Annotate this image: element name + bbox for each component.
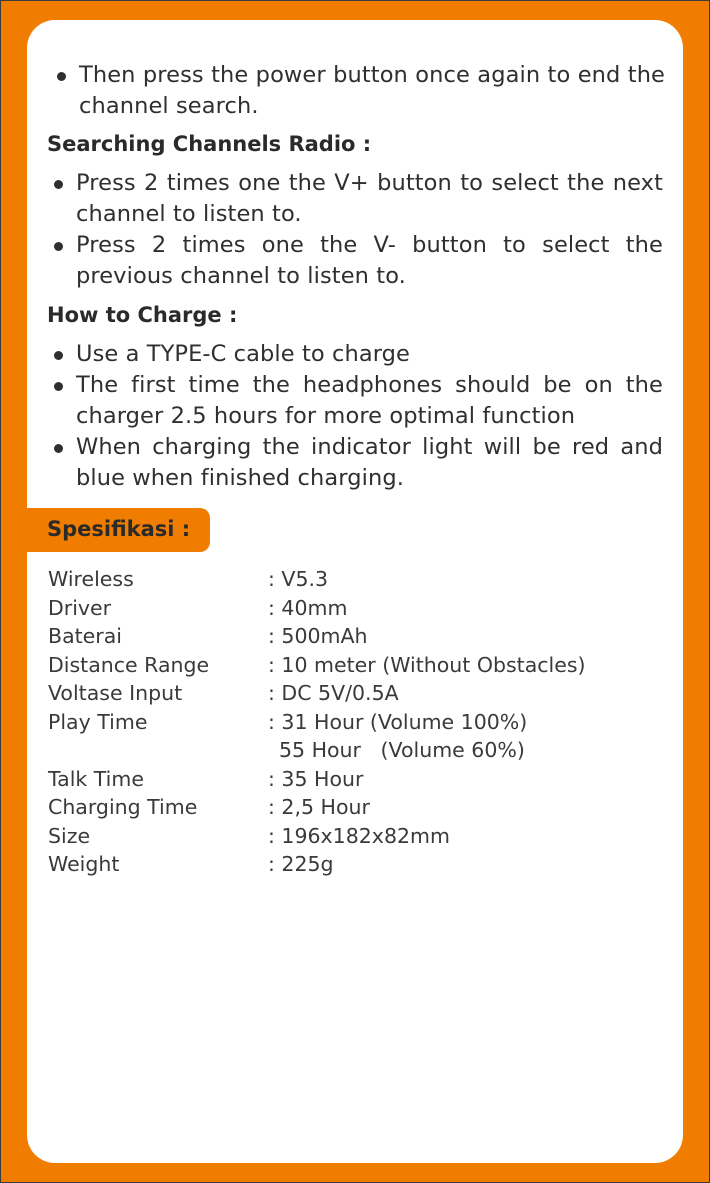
- spec-value: : 500mAh: [268, 624, 368, 648]
- list-item: [76, 230, 663, 292]
- spec-row-wireless: [48, 565, 658, 594]
- spec-row-driver: [48, 594, 658, 623]
- spec-label: Weight: [48, 852, 120, 876]
- spec-heading-tab: [27, 508, 210, 552]
- spec-value: : 196x182x82mm: [268, 823, 450, 848]
- bullet-dot-icon: [54, 242, 63, 251]
- spec-value: : 31 Hour (Volume 100%): [268, 709, 528, 734]
- instruction-card: [27, 20, 683, 1163]
- searching-section: [27, 168, 683, 292]
- list-item: [76, 432, 663, 494]
- spec-value: : 10 meter (Without Obstacles): [268, 652, 586, 677]
- spec-label: Driver: [48, 595, 112, 620]
- spec-value: : 225g: [268, 852, 334, 876]
- spec-value: : DC 5V/0.5A: [268, 681, 399, 705]
- charge-heading: How to Charge :: [47, 303, 238, 327]
- bullet-text: The first time the headphones should be on the charger 2.5 hours for more optimal function: [76, 372, 663, 429]
- spec-label: Distance Range: [48, 652, 210, 677]
- intro-section: [27, 60, 683, 122]
- bullet-text: Then press the power button once again to end the channel search.: [79, 62, 665, 119]
- bullet-dot-icon: [57, 72, 66, 81]
- bullet-dot-icon: [54, 382, 63, 391]
- spec-row-talk-time: [48, 765, 658, 794]
- bullet-dot-icon: [54, 351, 63, 360]
- charge-list: [27, 339, 683, 494]
- charge-section: [27, 339, 683, 494]
- bullet-text: Press 2 times one the V+ button to select the next channel to listen to.: [76, 170, 663, 227]
- spec-value: : 40mm: [268, 595, 348, 620]
- spec-label: Baterai: [48, 624, 122, 648]
- intro-list: [27, 60, 683, 122]
- spec-row-weight: [48, 850, 658, 879]
- spec-table: [48, 565, 658, 879]
- list-item: [76, 168, 663, 230]
- spec-row-voltase-input: [48, 679, 658, 708]
- spec-value: : V5.3: [268, 567, 329, 591]
- spec-value: : 2,5 Hour: [268, 795, 370, 819]
- spec-label: Talk Time: [48, 766, 144, 791]
- spec-row-charging-time: [48, 793, 658, 822]
- spec-label: Charging Time: [48, 795, 198, 819]
- searching-heading: Searching Channels Radio :: [47, 132, 372, 156]
- spec-label: Size: [48, 823, 91, 848]
- spec-row-distance-range: [48, 651, 658, 680]
- spec-value-secondary: 55 Hour (Volume 60%): [279, 738, 525, 762]
- list-item: [76, 339, 663, 370]
- spec-label: Wireless: [48, 567, 134, 591]
- spec-row-baterai: [48, 622, 658, 651]
- bullet-text: Press 2 times one the V- button to select the previous channel to listen to.: [76, 232, 663, 289]
- list-item: [76, 370, 663, 432]
- bullet-text: When charging the indicator light will be red and blue when finished charging.: [76, 434, 663, 491]
- list-item: [79, 60, 665, 122]
- spec-value: : 35 Hour: [268, 766, 364, 791]
- searching-list: [27, 168, 683, 292]
- bullet-text: Use a TYPE-C cable to charge: [76, 341, 411, 367]
- spec-label: Play Time: [48, 709, 148, 734]
- spec-row-size: [48, 822, 658, 851]
- spec-heading: Spesifikasi :: [47, 517, 191, 541]
- bullet-dot-icon: [54, 444, 63, 453]
- bullet-dot-icon: [54, 180, 63, 189]
- spec-row-play-time: [48, 708, 658, 765]
- spec-label: Voltase Input: [48, 681, 183, 705]
